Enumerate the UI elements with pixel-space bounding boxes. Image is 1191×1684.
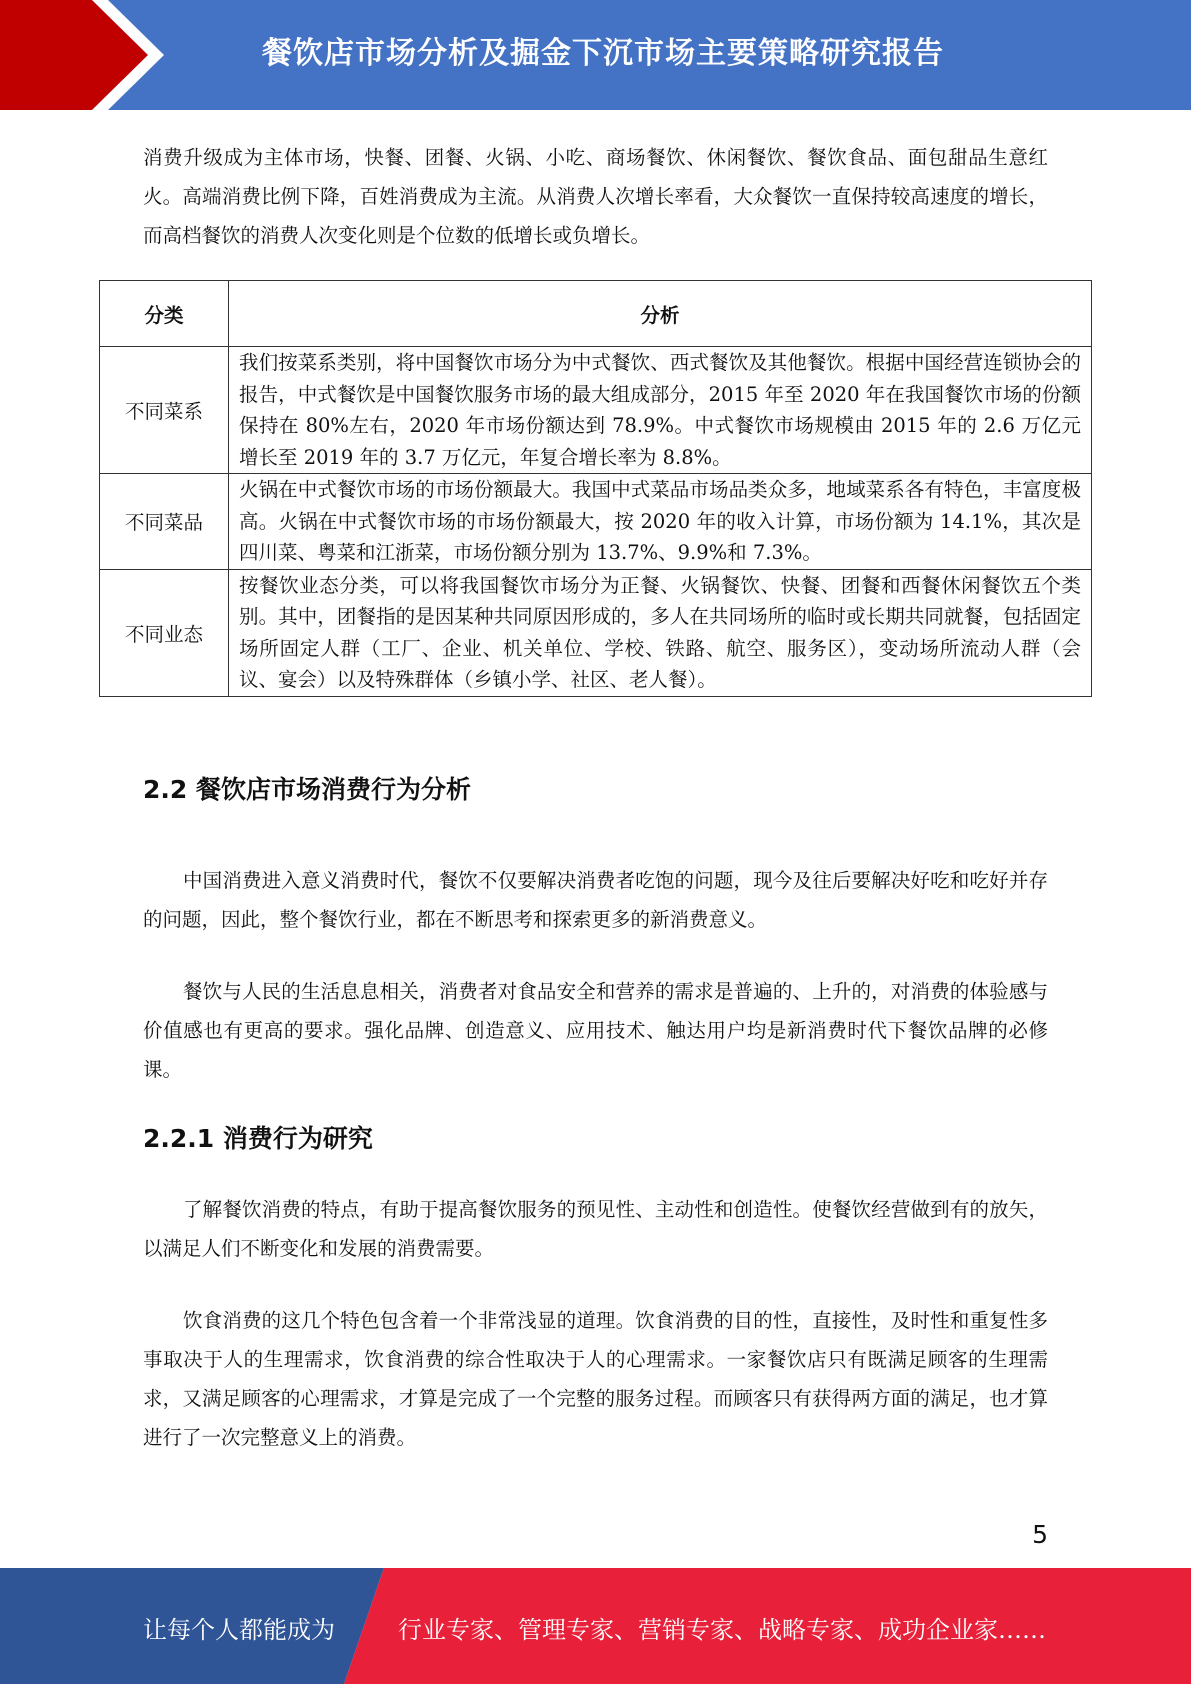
section-2-2-paragraph-1: 中国消费进入意义消费时代，餐饮不仅要解决消费者吃饱的问题，现今及往后要解决好吃和吃好并存的问题，因此，整个餐饮行业，都在不断思考和探索更多的新消费意义。 — [143, 869, 1048, 931]
page-header — [0, 0, 1191, 110]
section-heading-2-2-1: 2.2.1 消费行为研究 — [143, 1124, 373, 1153]
intro-paragraph: 消费升级成为主体市场，快餐、团餐、火锅、小吃、商场餐饮、休闲餐饮、餐饮食品、面包甜品生意红火。高端消费比例下降，百姓消费成为主流。从消费人次增长率看，大众餐饮一直保持较高速度的增长，而高档餐饮的消费人次变化则是个位数的低增长或负增长。 — [143, 146, 1048, 247]
row-category: 不同菜品 — [100, 474, 229, 570]
table-row — [100, 347, 1092, 474]
row-analysis: 按餐饮业态分类，可以将我国餐饮市场分为正餐、火锅餐饮、快餐、团餐和西餐休闲餐饮五个类别。其中，团餐指的是因某种共同原因形成的，多人在共同场所的临时或长期共同就餐，包括固定场所固定人群（工厂、企业、机关单位、学校、铁路、航空、服务区），变动场所流动人群（会议、宴会）以及特殊群体（乡镇小学、社区、老人餐）。 — [229, 569, 1092, 696]
table-row — [100, 569, 1092, 696]
section-2-2-paragraph-2: 餐饮与人民的生活息息相关，消费者对食品安全和营养的需求是普遍的、上升的，对消费的体验感与价值感也有更高的要求。强化品牌、创造意义、应用技术、触达用户均是新消费时代下餐饮品牌的必修课。 — [143, 980, 1048, 1081]
column-header-category: 分类 — [100, 281, 229, 347]
row-category: 不同菜系 — [100, 347, 229, 474]
footer-slogan-right: 行业专家、管理专家、营销专家、战略专家、成功企业家…… — [398, 1616, 1046, 1644]
row-analysis: 我们按菜系类别，将中国餐饮市场分为中式餐饮、西式餐饮及其他餐饮。根据中国经营连锁协会的报告，中式餐饮是中国餐饮服务市场的最大组成部分，2015 年至 2020 年在我国餐饮市场的份额保持在 80%左右，2020 年市场份额达到 78.9%。中式餐饮市场规模由 2015 年的 2.6 万亿元增长至 2019 年的 3.7 万亿元，年复合增长率为 8.8%。 — [229, 347, 1092, 474]
row-category: 不同业态 — [100, 569, 229, 696]
column-header-analysis: 分析 — [229, 281, 1092, 347]
section-heading-2-2: 2.2 餐饮店市场消费行为分析 — [143, 775, 471, 804]
page-number: 5 — [1032, 1520, 1048, 1549]
section-2-2-1-paragraph-2: 饮食消费的这几个特色包含着一个非常浅显的道理。饮食消费的目的性，直接性，及时性和重复性多事取决于人的生理需求，饮食消费的综合性取决于人的心理需求。一家餐饮店只有既满足顾客的生理需求，又满足顾客的心理需求，才算是完成了一个完整的服务过程。而顾客只有获得两方面的满足，也才算进行了一次完整意义上的消费。 — [143, 1309, 1048, 1449]
table-row — [100, 474, 1092, 570]
row-analysis: 火锅在中式餐饮市场的市场份额最大。我国中式菜品市场品类众多，地域菜系各有特色，丰富度极高。火锅在中式餐饮市场的市场份额最大，按 2020 年的收入计算，市场份额为 14.1%，其次是四川菜、粤菜和江浙菜，市场份额分别为 13.7%、9.9%和 7.3%。 — [229, 474, 1092, 570]
table-header-row — [100, 281, 1092, 347]
market-analysis-table — [99, 280, 1092, 697]
footer-slogan-left: 让每个人都能成为 — [143, 1616, 335, 1644]
page-footer — [0, 1568, 1191, 1684]
section-2-2-1-paragraph-1: 了解餐饮消费的特点，有助于提高餐饮服务的预见性、主动性和创造性。使餐饮经营做到有的放矢，以满足人们不断变化和发展的消费需要。 — [143, 1198, 1048, 1260]
report-title: 餐饮店市场分析及掘金下沉市场主要策略研究报告 — [262, 36, 944, 71]
